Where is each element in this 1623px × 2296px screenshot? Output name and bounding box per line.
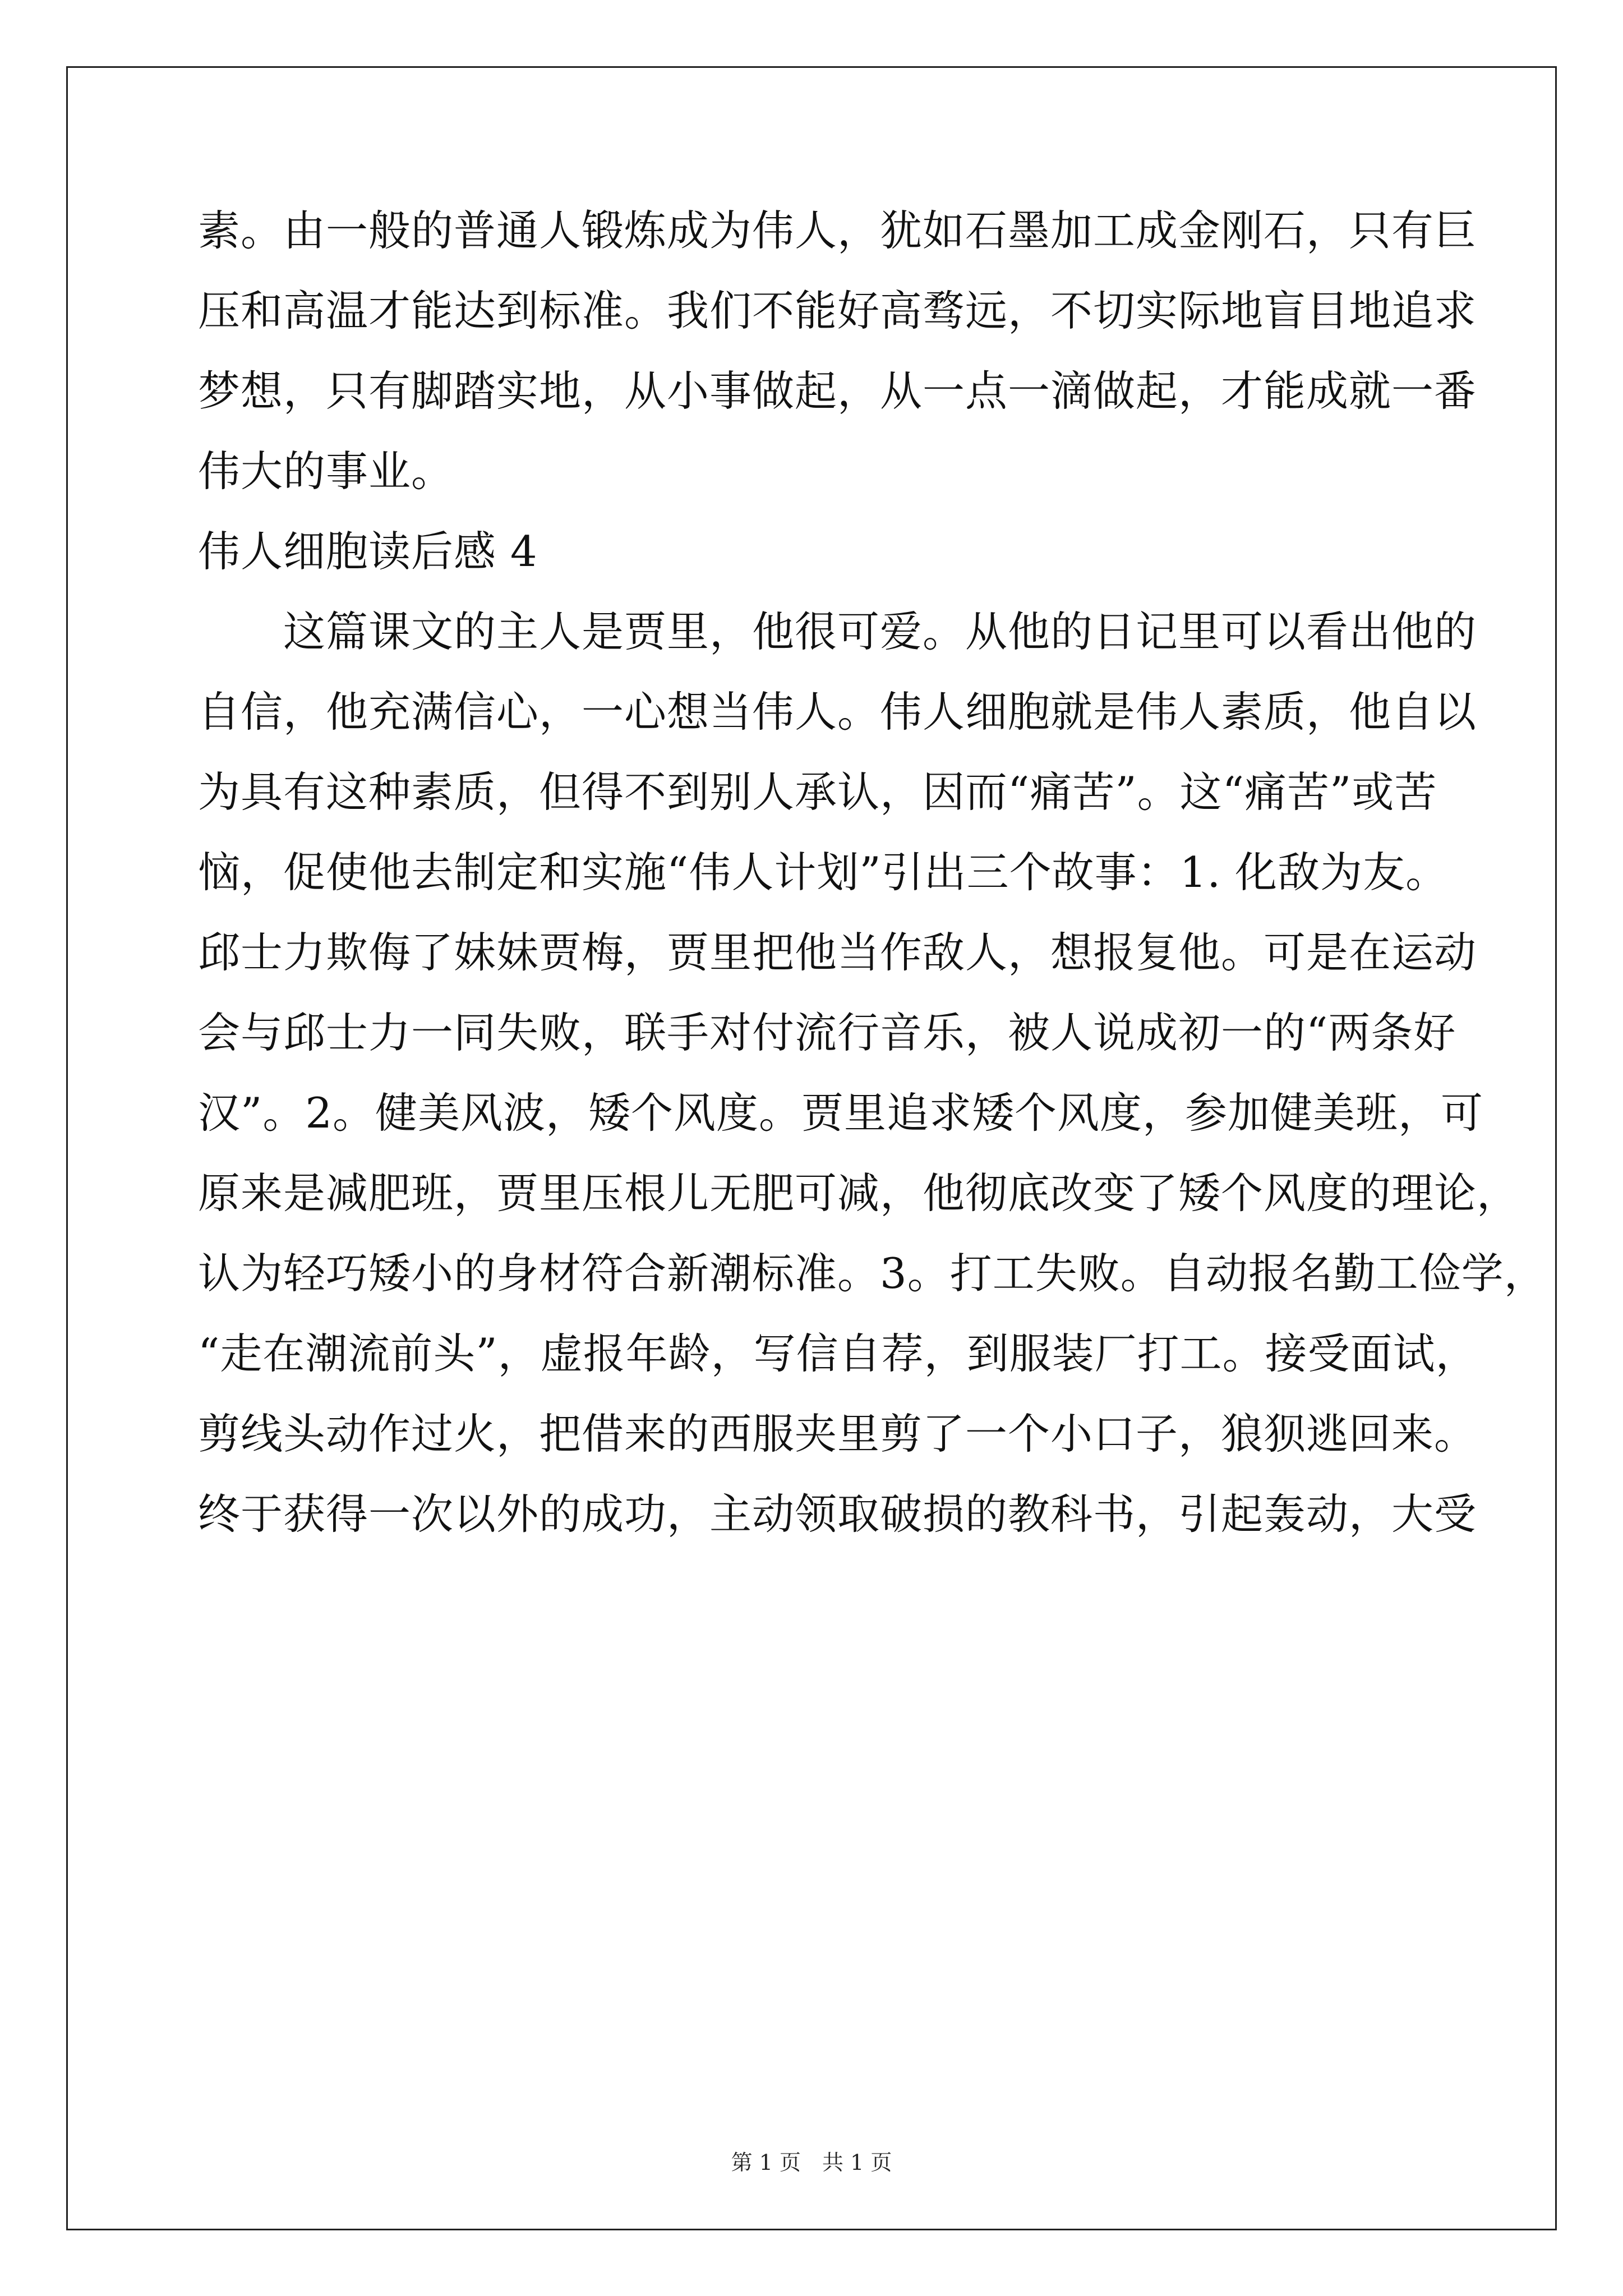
- text-line: 会与邱士力一同失败，联手对付流行音乐，被人说成初一的“两条好: [198, 1008, 1456, 1057]
- page-footer: 第 1 页 共 1 页: [731, 2150, 892, 2175]
- section-heading: 伟人细胞读后感 4: [198, 527, 538, 576]
- text-line: 剪线头动作过火，把借来的西服夹里剪了一个小口子，狼狈逃回来。: [198, 1409, 1477, 1458]
- document-body: [198, 191, 1547, 1554]
- text-line: 恼，促使他去制定和实施“伟人计划”引出三个故事：1. 化敌为友。: [198, 848, 1449, 897]
- text-line: 为具有这种素质，但得不到别人承认，因而“痛苦”。这“痛苦”或苦: [198, 767, 1437, 817]
- text-line: “走在潮流前头”，虚报年龄，写信自荐，到服装厂打工。接受面试，: [198, 1329, 1478, 1378]
- text-line: 自信，他充满信心，一心想当伟人。伟人细胞就是伟人素质，他自以: [198, 687, 1477, 737]
- text-line: 压和高温才能达到标准。我们不能好高骛远，不切实际地盲目地追求: [198, 286, 1477, 335]
- text-line: 邱士力欺侮了妹妹贾梅，贾里把他当作敌人，想报复他。可是在运动: [198, 928, 1477, 977]
- text-line: 这篇课文的主人是贾里，他很可爱。从他的日记里可以看出他的: [198, 607, 1477, 656]
- text-line: 伟大的事业。: [198, 447, 454, 496]
- text-line: 梦想，只有脚踏实地，从小事做起，从一点一滴做起，才能成就一番: [198, 366, 1477, 416]
- text-line: 素。由一般的普通人锻炼成为伟人，犹如石墨加工成金刚石，只有巨: [198, 206, 1477, 255]
- text-line: 汉”。2。健美风波，矮个风度。贾里追求矮个风度，参加健美班，可: [198, 1088, 1484, 1138]
- text-line: 原来是减肥班，贾里压根儿无肥可减，他彻底改变了矮个风度的理论，: [198, 1168, 1520, 1218]
- text-line: 终于获得一次以外的成功，主动领取破损的教科书，引起轰动，大受: [198, 1489, 1477, 1539]
- text-line: 认为轻巧矮小的身材符合新潮标准。3。打工失败。自动报名勤工俭学，: [198, 1249, 1547, 1298]
